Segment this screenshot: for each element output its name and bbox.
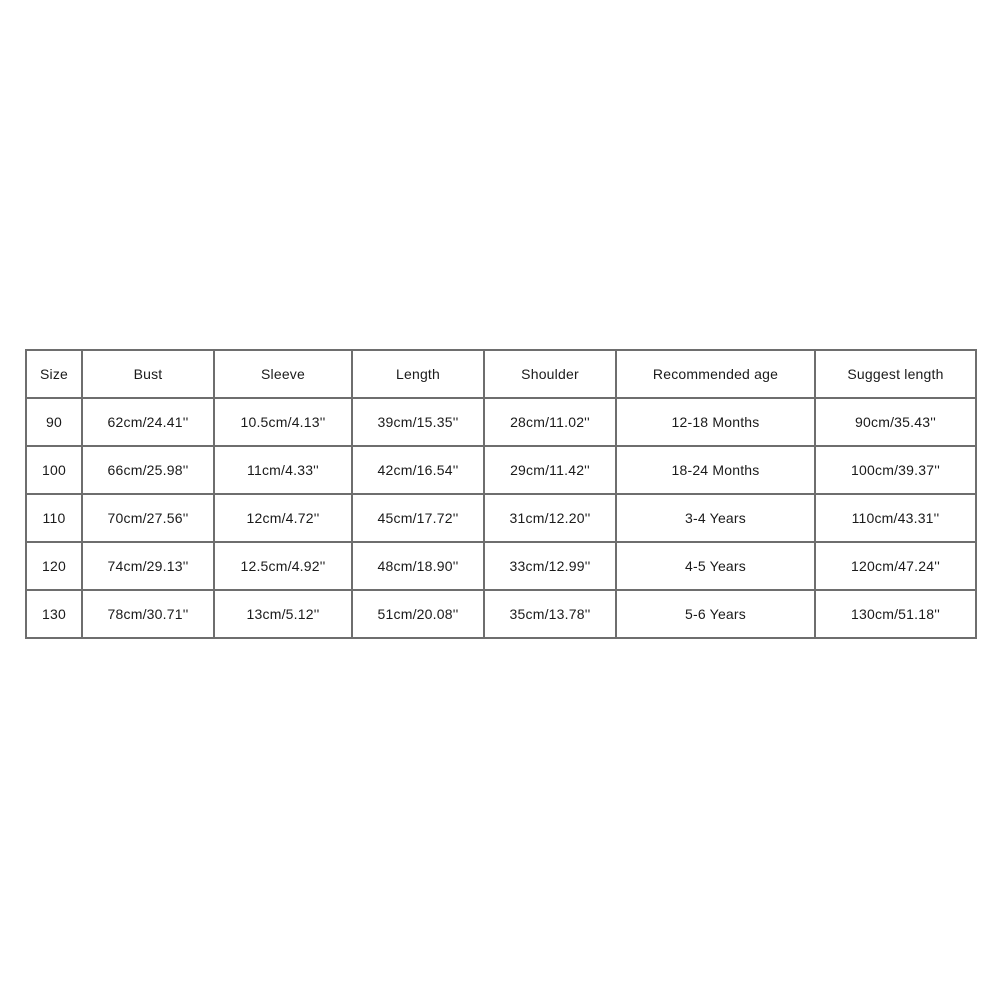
cell-suggest-length: 130cm/51.18'' [815, 590, 976, 638]
cell-size: 100 [26, 446, 82, 494]
cell-size: 120 [26, 542, 82, 590]
cell-size: 110 [26, 494, 82, 542]
cell-recommended-age: 4-5 Years [616, 542, 815, 590]
cell-length: 51cm/20.08'' [352, 590, 484, 638]
cell-suggest-length: 100cm/39.37'' [815, 446, 976, 494]
cell-length: 39cm/15.35'' [352, 398, 484, 446]
cell-sleeve: 13cm/5.12'' [214, 590, 352, 638]
cell-recommended-age: 5-6 Years [616, 590, 815, 638]
cell-shoulder: 28cm/11.02'' [484, 398, 616, 446]
header-suggest-length: Suggest length [815, 350, 976, 398]
cell-recommended-age: 3-4 Years [616, 494, 815, 542]
cell-bust: 74cm/29.13'' [82, 542, 214, 590]
header-recommended-age: Recommended age [616, 350, 815, 398]
header-shoulder: Shoulder [484, 350, 616, 398]
cell-length: 45cm/17.72'' [352, 494, 484, 542]
header-length: Length [352, 350, 484, 398]
cell-sleeve: 10.5cm/4.13'' [214, 398, 352, 446]
cell-suggest-length: 120cm/47.24'' [815, 542, 976, 590]
header-size: Size [26, 350, 82, 398]
header-sleeve: Sleeve [214, 350, 352, 398]
cell-bust: 78cm/30.71'' [82, 590, 214, 638]
cell-shoulder: 35cm/13.78'' [484, 590, 616, 638]
cell-recommended-age: 18-24 Months [616, 446, 815, 494]
cell-recommended-age: 12-18 Months [616, 398, 815, 446]
cell-bust: 66cm/25.98'' [82, 446, 214, 494]
cell-sleeve: 11cm/4.33'' [214, 446, 352, 494]
header-row [26, 350, 976, 398]
cell-sleeve: 12.5cm/4.92'' [214, 542, 352, 590]
table-row [26, 590, 976, 638]
cell-size: 130 [26, 590, 82, 638]
cell-length: 42cm/16.54'' [352, 446, 484, 494]
cell-sleeve: 12cm/4.72'' [214, 494, 352, 542]
cell-shoulder: 31cm/12.20'' [484, 494, 616, 542]
table-row [26, 398, 976, 446]
header-bust: Bust [82, 350, 214, 398]
cell-bust: 70cm/27.56'' [82, 494, 214, 542]
table-row [26, 542, 976, 590]
table-row [26, 494, 976, 542]
cell-shoulder: 33cm/12.99'' [484, 542, 616, 590]
cell-suggest-length: 110cm/43.31'' [815, 494, 976, 542]
table-row [26, 446, 976, 494]
cell-length: 48cm/18.90'' [352, 542, 484, 590]
cell-suggest-length: 90cm/35.43'' [815, 398, 976, 446]
cell-shoulder: 29cm/11.42'' [484, 446, 616, 494]
size-chart-table [25, 349, 977, 639]
cell-size: 90 [26, 398, 82, 446]
cell-bust: 62cm/24.41'' [82, 398, 214, 446]
